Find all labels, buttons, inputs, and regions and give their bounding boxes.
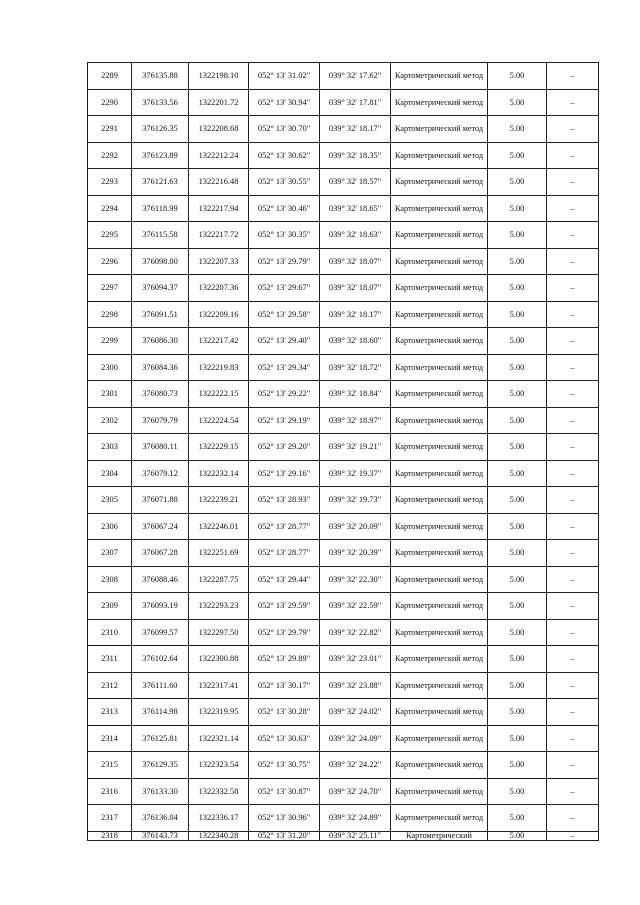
note-cell: – — [547, 195, 599, 222]
accuracy-cell: 5.00 — [488, 513, 547, 540]
x-coordinate-cell: 376121.63 — [132, 169, 189, 196]
latitude-cell: 052° 13' 30.87" — [249, 778, 320, 805]
y-coordinate-cell: 1322224.54 — [189, 407, 249, 434]
x-coordinate-cell: 376115.58 — [132, 222, 189, 249]
accuracy-cell: 5.00 — [488, 646, 547, 673]
x-coordinate-cell: 376086.30 — [132, 328, 189, 355]
point-number-cell: 2308 — [88, 566, 132, 593]
y-coordinate-cell: 1322321.14 — [189, 725, 249, 752]
point-number-cell: 2303 — [88, 434, 132, 461]
longitude-cell: 039° 32' 18.17" — [320, 301, 391, 328]
note-cell: – — [547, 407, 599, 434]
method-cell: Картометрический метод — [391, 593, 488, 620]
note-cell: – — [547, 89, 599, 116]
table-row — [88, 63, 599, 90]
method-cell: Картометрический метод — [391, 195, 488, 222]
accuracy-cell: 5.00 — [488, 142, 547, 169]
note-cell: – — [547, 222, 599, 249]
method-cell: Картометрический метод — [391, 301, 488, 328]
table-row — [88, 116, 599, 143]
note-cell: – — [547, 381, 599, 408]
note-cell: – — [547, 434, 599, 461]
accuracy-cell: 5.00 — [488, 619, 547, 646]
y-coordinate-cell: 1322297.50 — [189, 619, 249, 646]
table-row — [88, 328, 599, 355]
table-row — [88, 725, 599, 752]
latitude-cell: 052° 13' 29.79" — [249, 619, 320, 646]
point-number-cell: 2316 — [88, 778, 132, 805]
point-number-cell: 2307 — [88, 540, 132, 567]
table-row — [88, 275, 599, 302]
longitude-cell: 039° 32' 17.81" — [320, 89, 391, 116]
y-coordinate-cell: 1322198.10 — [189, 63, 249, 90]
accuracy-cell: 5.00 — [488, 116, 547, 143]
x-coordinate-cell: 376067.28 — [132, 540, 189, 567]
point-number-cell: 2293 — [88, 169, 132, 196]
latitude-cell: 052° 13' 28.77" — [249, 513, 320, 540]
y-coordinate-cell: 1322217.72 — [189, 222, 249, 249]
accuracy-cell: 5.00 — [488, 381, 547, 408]
table-body — [88, 63, 599, 841]
x-coordinate-cell: 376133.30 — [132, 778, 189, 805]
point-number-cell: 2314 — [88, 725, 132, 752]
method-cell: Картометрический метод — [391, 381, 488, 408]
latitude-cell: 052° 13' 30.96" — [249, 805, 320, 832]
note-cell: – — [547, 275, 599, 302]
y-coordinate-cell: 1322319.95 — [189, 699, 249, 726]
longitude-cell: 039° 32' 19.73" — [320, 487, 391, 514]
point-number-cell: 2302 — [88, 407, 132, 434]
table-row — [88, 699, 599, 726]
method-cell: Картометрический метод — [391, 222, 488, 249]
method-cell: Картометрический метод — [391, 275, 488, 302]
x-coordinate-cell: 376125.81 — [132, 725, 189, 752]
method-cell: Картометрический метод — [391, 460, 488, 487]
latitude-cell: 052° 13' 31.20" — [249, 831, 320, 840]
method-cell: Картометрический метод — [391, 725, 488, 752]
method-cell: Картометрический метод — [391, 407, 488, 434]
longitude-cell: 039° 32' 17.62" — [320, 63, 391, 90]
point-number-cell: 2298 — [88, 301, 132, 328]
table-row — [88, 672, 599, 699]
note-cell: – — [547, 63, 599, 90]
latitude-cell: 052° 13' 29.40" — [249, 328, 320, 355]
accuracy-cell: 5.00 — [488, 778, 547, 805]
method-cell: Картометрический метод — [391, 169, 488, 196]
method-cell: Картометрический метод — [391, 89, 488, 116]
y-coordinate-cell: 1322207.33 — [189, 248, 249, 275]
latitude-cell: 052° 13' 29.58" — [249, 301, 320, 328]
table-row — [88, 407, 599, 434]
x-coordinate-cell: 376135.88 — [132, 63, 189, 90]
x-coordinate-cell: 376102.64 — [132, 646, 189, 673]
table-row — [88, 301, 599, 328]
point-number-cell: 2305 — [88, 487, 132, 514]
x-coordinate-cell: 376093.19 — [132, 593, 189, 620]
note-cell: – — [547, 619, 599, 646]
latitude-cell: 052° 13' 30.94" — [249, 89, 320, 116]
note-cell: – — [547, 354, 599, 381]
x-coordinate-cell: 376080.11 — [132, 434, 189, 461]
latitude-cell: 052° 13' 29.19" — [249, 407, 320, 434]
method-cell: Картометрический метод — [391, 805, 488, 832]
longitude-cell: 039° 32' 23.88" — [320, 672, 391, 699]
x-coordinate-cell: 376143.73 — [132, 831, 189, 840]
table-row — [88, 805, 599, 832]
y-coordinate-cell: 1322251.69 — [189, 540, 249, 567]
latitude-cell: 052° 13' 30.70" — [249, 116, 320, 143]
longitude-cell: 039° 32' 19.37" — [320, 460, 391, 487]
longitude-cell: 039° 32' 25.11" — [320, 831, 391, 840]
accuracy-cell: 5.00 — [488, 328, 547, 355]
accuracy-cell: 5.00 — [488, 89, 547, 116]
note-cell: – — [547, 116, 599, 143]
y-coordinate-cell: 1322293.23 — [189, 593, 249, 620]
point-number-cell: 2289 — [88, 63, 132, 90]
point-number-cell: 2306 — [88, 513, 132, 540]
x-coordinate-cell: 376118.99 — [132, 195, 189, 222]
latitude-cell: 052° 13' 30.62" — [249, 142, 320, 169]
accuracy-cell: 5.00 — [488, 699, 547, 726]
latitude-cell: 052° 13' 30.28" — [249, 699, 320, 726]
point-number-cell: 2291 — [88, 116, 132, 143]
method-cell: Картометрический метод — [391, 752, 488, 779]
accuracy-cell: 5.00 — [488, 540, 547, 567]
note-cell: – — [547, 460, 599, 487]
accuracy-cell: 5.00 — [488, 169, 547, 196]
point-number-cell: 2313 — [88, 699, 132, 726]
table-row — [88, 248, 599, 275]
longitude-cell: 039° 32' 18.63" — [320, 222, 391, 249]
note-cell: – — [547, 672, 599, 699]
note-cell: – — [547, 778, 599, 805]
accuracy-cell: 5.00 — [488, 487, 547, 514]
longitude-cell: 039° 32' 24.70" — [320, 778, 391, 805]
x-coordinate-cell: 376123.89 — [132, 142, 189, 169]
latitude-cell: 052° 13' 29.89" — [249, 646, 320, 673]
accuracy-cell: 5.00 — [488, 63, 547, 90]
longitude-cell: 039° 32' 18.60" — [320, 328, 391, 355]
longitude-cell: 039° 32' 18.65" — [320, 195, 391, 222]
note-cell: – — [547, 328, 599, 355]
y-coordinate-cell: 1322340.28 — [189, 831, 249, 840]
note-cell: – — [547, 248, 599, 275]
note-cell: – — [547, 540, 599, 567]
point-number-cell: 2300 — [88, 354, 132, 381]
table-row — [88, 540, 599, 567]
x-coordinate-cell: 376079.12 — [132, 460, 189, 487]
table-row — [88, 169, 599, 196]
table-row — [88, 142, 599, 169]
note-cell: – — [547, 593, 599, 620]
note-cell: – — [547, 566, 599, 593]
x-coordinate-cell: 376080.73 — [132, 381, 189, 408]
accuracy-cell: 5.00 — [488, 275, 547, 302]
y-coordinate-cell: 1322216.48 — [189, 169, 249, 196]
x-coordinate-cell: 376114.98 — [132, 699, 189, 726]
longitude-cell: 039° 32' 18.72" — [320, 354, 391, 381]
method-cell: Картометрический метод — [391, 513, 488, 540]
latitude-cell: 052° 13' 29.44" — [249, 566, 320, 593]
y-coordinate-cell: 1322209.16 — [189, 301, 249, 328]
method-cell: Картометрический метод — [391, 248, 488, 275]
point-number-cell: 2294 — [88, 195, 132, 222]
accuracy-cell: 5.00 — [488, 566, 547, 593]
table-row — [88, 434, 599, 461]
table-row — [88, 831, 599, 840]
longitude-cell: 039° 32' 20.09" — [320, 513, 391, 540]
note-cell: – — [547, 487, 599, 514]
method-cell: Картометрический метод — [391, 540, 488, 567]
note-cell: – — [547, 805, 599, 832]
note-cell: – — [547, 301, 599, 328]
longitude-cell: 039° 32' 22.82" — [320, 619, 391, 646]
latitude-cell: 052° 13' 30.17" — [249, 672, 320, 699]
table-row — [88, 752, 599, 779]
longitude-cell: 039° 32' 18.97" — [320, 407, 391, 434]
longitude-cell: 039° 32' 23.01" — [320, 646, 391, 673]
y-coordinate-cell: 1322219.83 — [189, 354, 249, 381]
method-cell: Картометрический метод — [391, 63, 488, 90]
x-coordinate-cell: 376099.57 — [132, 619, 189, 646]
accuracy-cell: 5.00 — [488, 460, 547, 487]
latitude-cell: 052° 13' 31.02" — [249, 63, 320, 90]
point-number-cell: 2315 — [88, 752, 132, 779]
longitude-cell: 039° 32' 24.22" — [320, 752, 391, 779]
latitude-cell: 052° 13' 29.22" — [249, 381, 320, 408]
latitude-cell: 052° 13' 29.16" — [249, 460, 320, 487]
point-number-cell: 2309 — [88, 593, 132, 620]
method-cell: Картометрический метод — [391, 672, 488, 699]
x-coordinate-cell: 376133.56 — [132, 89, 189, 116]
x-coordinate-cell: 376088.46 — [132, 566, 189, 593]
accuracy-cell: 5.00 — [488, 831, 547, 840]
point-number-cell: 2301 — [88, 381, 132, 408]
accuracy-cell: 5.00 — [488, 725, 547, 752]
method-cell: Картометрический — [391, 831, 488, 840]
method-cell: Картометрический метод — [391, 116, 488, 143]
method-cell: Картометрический метод — [391, 646, 488, 673]
x-coordinate-cell: 376091.51 — [132, 301, 189, 328]
y-coordinate-cell: 1322246.01 — [189, 513, 249, 540]
longitude-cell: 039° 32' 19.21" — [320, 434, 391, 461]
latitude-cell: 052° 13' 29.59" — [249, 593, 320, 620]
note-cell: – — [547, 699, 599, 726]
y-coordinate-cell: 1322212.24 — [189, 142, 249, 169]
note-cell: – — [547, 513, 599, 540]
longitude-cell: 039° 32' 18.07" — [320, 248, 391, 275]
x-coordinate-cell: 376079.79 — [132, 407, 189, 434]
method-cell: Картометрический метод — [391, 487, 488, 514]
method-cell: Картометрический метод — [391, 778, 488, 805]
accuracy-cell: 5.00 — [488, 805, 547, 832]
note-cell: – — [547, 142, 599, 169]
point-number-cell: 2295 — [88, 222, 132, 249]
y-coordinate-cell: 1322201.72 — [189, 89, 249, 116]
point-number-cell: 2297 — [88, 275, 132, 302]
accuracy-cell: 5.00 — [488, 434, 547, 461]
table-row — [88, 354, 599, 381]
longitude-cell: 039° 32' 20.39" — [320, 540, 391, 567]
longitude-cell: 039° 32' 22.30" — [320, 566, 391, 593]
longitude-cell: 039° 32' 24.89" — [320, 805, 391, 832]
method-cell: Картометрический метод — [391, 619, 488, 646]
point-number-cell: 2296 — [88, 248, 132, 275]
x-coordinate-cell: 376094.37 — [132, 275, 189, 302]
accuracy-cell: 5.00 — [488, 222, 547, 249]
y-coordinate-cell: 1322239.21 — [189, 487, 249, 514]
point-number-cell: 2318 — [88, 831, 132, 840]
point-number-cell: 2299 — [88, 328, 132, 355]
table-row — [88, 593, 599, 620]
note-cell: – — [547, 831, 599, 840]
accuracy-cell: 5.00 — [488, 195, 547, 222]
table-row — [88, 646, 599, 673]
note-cell: – — [547, 725, 599, 752]
y-coordinate-cell: 1322229.15 — [189, 434, 249, 461]
note-cell: – — [547, 646, 599, 673]
table-row — [88, 195, 599, 222]
y-coordinate-cell: 1322208.68 — [189, 116, 249, 143]
longitude-cell: 039° 32' 18.17" — [320, 116, 391, 143]
longitude-cell: 039° 32' 24.02" — [320, 699, 391, 726]
latitude-cell: 052° 13' 30.55" — [249, 169, 320, 196]
latitude-cell: 052° 13' 30.46" — [249, 195, 320, 222]
accuracy-cell: 5.00 — [488, 752, 547, 779]
point-number-cell: 2292 — [88, 142, 132, 169]
longitude-cell: 039° 32' 18.57" — [320, 169, 391, 196]
y-coordinate-cell: 1322232.14 — [189, 460, 249, 487]
y-coordinate-cell: 1322336.17 — [189, 805, 249, 832]
longitude-cell: 039° 32' 18.84" — [320, 381, 391, 408]
y-coordinate-cell: 1322217.42 — [189, 328, 249, 355]
table-row — [88, 566, 599, 593]
accuracy-cell: 5.00 — [488, 354, 547, 381]
latitude-cell: 052° 13' 29.20" — [249, 434, 320, 461]
x-coordinate-cell: 376129.35 — [132, 752, 189, 779]
table-row — [88, 222, 599, 249]
point-number-cell: 2312 — [88, 672, 132, 699]
latitude-cell: 052° 13' 29.34" — [249, 354, 320, 381]
table-row — [88, 619, 599, 646]
x-coordinate-cell: 376098.00 — [132, 248, 189, 275]
x-coordinate-cell: 376126.35 — [132, 116, 189, 143]
y-coordinate-cell: 1322317.41 — [189, 672, 249, 699]
x-coordinate-cell: 376067.24 — [132, 513, 189, 540]
table-row — [88, 513, 599, 540]
y-coordinate-cell: 1322222.15 — [189, 381, 249, 408]
point-number-cell: 2311 — [88, 646, 132, 673]
point-number-cell: 2304 — [88, 460, 132, 487]
x-coordinate-cell: 376071.88 — [132, 487, 189, 514]
point-number-cell: 2310 — [88, 619, 132, 646]
table-row — [88, 778, 599, 805]
latitude-cell: 052° 13' 30.63" — [249, 725, 320, 752]
note-cell: – — [547, 752, 599, 779]
latitude-cell: 052° 13' 28.93" — [249, 487, 320, 514]
accuracy-cell: 5.00 — [488, 248, 547, 275]
longitude-cell: 039° 32' 24.09" — [320, 725, 391, 752]
y-coordinate-cell: 1322300.88 — [189, 646, 249, 673]
method-cell: Картометрический метод — [391, 328, 488, 355]
point-number-cell: 2317 — [88, 805, 132, 832]
accuracy-cell: 5.00 — [488, 593, 547, 620]
method-cell: Картометрический метод — [391, 434, 488, 461]
y-coordinate-cell: 1322332.58 — [189, 778, 249, 805]
table-row — [88, 89, 599, 116]
x-coordinate-cell: 376111.60 — [132, 672, 189, 699]
accuracy-cell: 5.00 — [488, 301, 547, 328]
y-coordinate-cell: 1322323.54 — [189, 752, 249, 779]
x-coordinate-cell: 376084.36 — [132, 354, 189, 381]
latitude-cell: 052° 13' 29.67" — [249, 275, 320, 302]
note-cell: – — [547, 169, 599, 196]
x-coordinate-cell: 376136.04 — [132, 805, 189, 832]
method-cell: Картометрический метод — [391, 142, 488, 169]
longitude-cell: 039° 32' 18.07" — [320, 275, 391, 302]
accuracy-cell: 5.00 — [488, 672, 547, 699]
y-coordinate-cell: 1322207.36 — [189, 275, 249, 302]
y-coordinate-cell: 1322217.94 — [189, 195, 249, 222]
point-number-cell: 2290 — [88, 89, 132, 116]
table-row — [88, 487, 599, 514]
latitude-cell: 052° 13' 28.77" — [249, 540, 320, 567]
longitude-cell: 039° 32' 22.59" — [320, 593, 391, 620]
latitude-cell: 052° 13' 30.75" — [249, 752, 320, 779]
latitude-cell: 052° 13' 29.79" — [249, 248, 320, 275]
method-cell: Картометрический метод — [391, 566, 488, 593]
y-coordinate-cell: 1322287.75 — [189, 566, 249, 593]
table-row — [88, 381, 599, 408]
method-cell: Картометрический метод — [391, 354, 488, 381]
longitude-cell: 039° 32' 18.35" — [320, 142, 391, 169]
table-row — [88, 460, 599, 487]
coordinates-table — [87, 62, 599, 841]
latitude-cell: 052° 13' 30.35" — [249, 222, 320, 249]
method-cell: Картометрический метод — [391, 699, 488, 726]
accuracy-cell: 5.00 — [488, 407, 547, 434]
